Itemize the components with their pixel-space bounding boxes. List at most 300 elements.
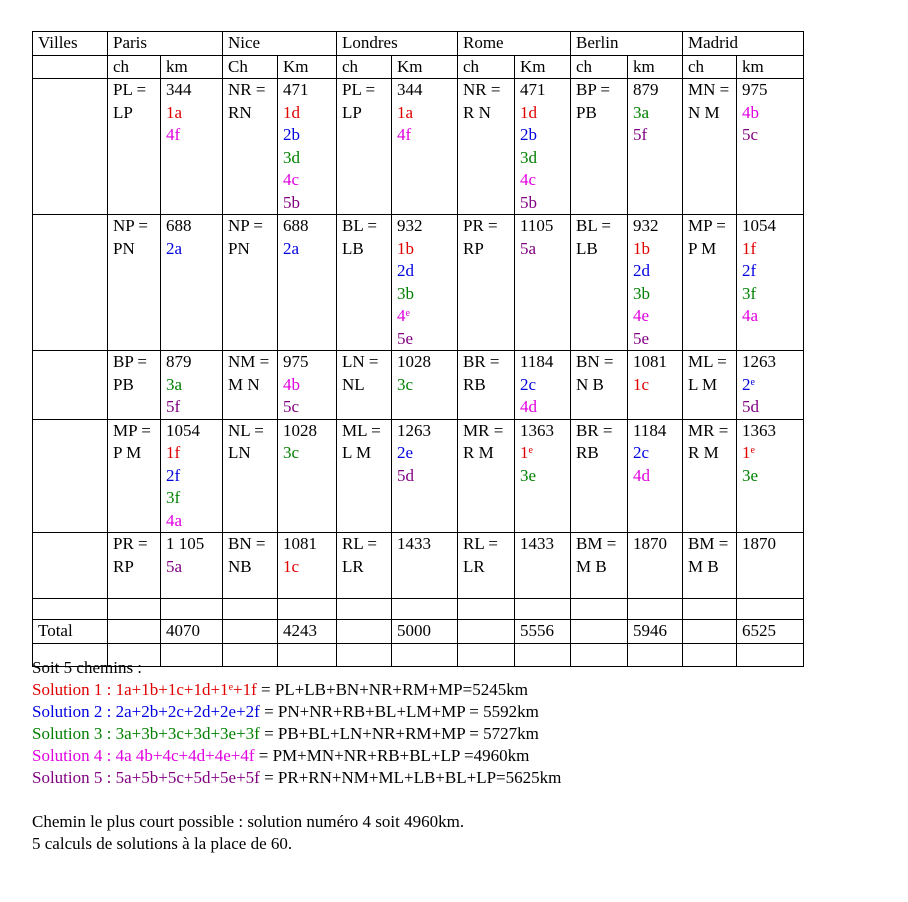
solution-line — [32, 723, 561, 745]
solution-tag-sup: e — [750, 445, 755, 456]
solution-tag-text: 2f — [166, 465, 181, 485]
solution-tag-sup: e — [750, 376, 755, 388]
solution-result: = PN+NR+RB+BL+LM+MP = 5592km — [259, 702, 539, 721]
blank-cell — [392, 599, 458, 620]
km-value: 932 — [397, 216, 423, 235]
solution-formula — [32, 768, 260, 787]
route-cell: NP = PN — [223, 215, 278, 351]
km-cell — [737, 533, 804, 599]
blank-cell — [108, 599, 161, 620]
route-cell: LN = NL — [337, 351, 392, 420]
blank-cell — [33, 599, 108, 620]
route-cell: ML = L M — [337, 419, 392, 533]
km-cell — [737, 215, 804, 351]
solution-tag — [283, 147, 336, 170]
solution-tag — [742, 124, 803, 147]
solution-tag-text: 4a — [166, 510, 183, 530]
solution-tag-text: 5d — [742, 397, 759, 416]
total-value: 4070 — [161, 620, 223, 644]
solution-tag-text: 5e — [633, 328, 650, 348]
header-row — [33, 32, 804, 56]
solution-tag-text: 1a — [397, 102, 414, 122]
km-value: 1081 — [283, 534, 317, 553]
blank-cell — [108, 620, 161, 644]
route-cell: RL = LR — [458, 533, 515, 599]
solution-tag — [283, 556, 336, 579]
km-value: 1870 — [742, 534, 776, 553]
solution-tag-text: 1a — [166, 102, 183, 122]
solution-tag-text: 1d — [520, 102, 537, 122]
total-value: 5946 — [628, 620, 683, 644]
solution-tag-text: 3d — [520, 147, 537, 167]
solution-tag-text: 4e — [633, 306, 650, 325]
solution-tag — [283, 102, 336, 125]
route-cell: PR = RP — [108, 533, 161, 599]
blank-cell — [628, 644, 683, 667]
km-value: 1081 — [633, 352, 667, 371]
solution-tag-text: 3a — [633, 102, 650, 122]
route-cell: BN = NB — [223, 533, 278, 599]
total-row — [33, 620, 804, 644]
solution-tag-text: 5a — [520, 238, 537, 258]
blank-cell — [33, 351, 108, 420]
solution-tag — [283, 374, 336, 397]
km-value: 1184 — [520, 352, 554, 371]
blank-cell — [278, 599, 337, 620]
km-value: 688 — [166, 216, 192, 235]
km-cell — [392, 533, 458, 599]
solution-tag — [742, 305, 803, 328]
solution-tag-text: 4f — [166, 125, 181, 144]
table-row — [33, 215, 804, 351]
solution-tag-text: 4d — [520, 397, 537, 416]
solution-tag — [742, 283, 803, 306]
solution-tag — [397, 374, 457, 397]
solution-tag — [397, 442, 457, 465]
solution-line — [32, 679, 561, 701]
solution-tag-text: 3c — [397, 374, 414, 394]
km-cell — [161, 533, 223, 599]
solution-tag-text: 5b — [520, 192, 537, 212]
route-cell: MR = R M — [458, 419, 515, 533]
route-cell: NR = RN — [223, 79, 278, 215]
solution-tag — [520, 396, 570, 419]
solution-terms: 5a+5b+5c+5d+5e+5f — [115, 768, 260, 787]
solution-tag — [633, 465, 682, 488]
solution-tag-text: 1d — [283, 102, 300, 122]
distance-table — [32, 31, 804, 667]
solution-tag-text: 1f — [166, 443, 181, 462]
km-cell — [737, 79, 804, 215]
blank-cell — [683, 644, 737, 667]
city-header: Paris — [108, 32, 223, 56]
km-cell — [161, 419, 223, 533]
solution-tag — [520, 124, 570, 147]
solution-tag-text: 2c — [520, 374, 537, 394]
route-cell: BM = M B — [683, 533, 737, 599]
route-cell: NP = PN — [108, 215, 161, 351]
solution-label: Solution 4 : — [32, 746, 116, 765]
solution-label: Solution 1 : — [32, 680, 116, 699]
solution-tag — [520, 374, 570, 397]
km-value: 688 — [283, 216, 309, 235]
solution-tag-text: 5a — [166, 556, 183, 576]
km-cell — [515, 419, 571, 533]
blank-cell — [458, 620, 515, 644]
solution-tag-text: 5d — [397, 465, 414, 485]
solution-result: = PM+MN+NR+RB+BL+LP =4960km — [254, 746, 530, 765]
blank-cell — [337, 620, 392, 644]
solution-tag — [166, 374, 222, 397]
solution-tag — [520, 169, 570, 192]
solution-tag-text: 2e — [397, 443, 414, 462]
solution-tag-text: 4b — [283, 374, 300, 394]
solution-tag — [283, 396, 336, 419]
blank-cell — [571, 620, 628, 644]
blank-cell — [628, 599, 683, 620]
solution-tag — [166, 102, 222, 125]
blank-cell — [737, 599, 804, 620]
solution-tag — [397, 328, 457, 351]
solution-tag-text: 1 — [520, 443, 529, 462]
column-subheader: ch — [571, 55, 628, 79]
solution-tag-text: 4b — [742, 102, 759, 122]
blank-cell — [33, 533, 108, 599]
table-row — [33, 533, 804, 599]
solution-tag-text: 2d — [633, 261, 650, 280]
city-header: Berlin — [571, 32, 683, 56]
route-cell: NR = R N — [458, 79, 515, 215]
solution-tag — [397, 102, 457, 125]
solution-tag-sup: e — [405, 308, 410, 319]
solution-tag-text: 4d — [633, 465, 650, 485]
km-value: 879 — [166, 352, 192, 371]
km-cell — [161, 351, 223, 420]
km-cell — [628, 533, 683, 599]
route-cell: BM = M B — [571, 533, 628, 599]
solution-label: Solution 3 : — [32, 724, 116, 743]
city-header: Londres — [337, 32, 458, 56]
km-cell — [392, 215, 458, 351]
solution-tag — [742, 102, 803, 125]
route-cell: ML = L M — [683, 351, 737, 420]
calcs-text: 5 calculs de solutions à la place de 60. — [32, 834, 293, 853]
route-cell: PR = RP — [458, 215, 515, 351]
column-subheader: Km — [515, 55, 571, 79]
solution-terms: 3a+3b+3c+3d+3e+3f — [115, 724, 260, 743]
solution-tag-text: 3b — [397, 283, 414, 303]
blank-cell — [683, 599, 737, 620]
solution-tag-text: 3e — [742, 465, 759, 485]
km-value: 1433 — [397, 534, 431, 553]
solution-tag — [397, 465, 457, 488]
blank-cell — [337, 599, 392, 620]
route-cell: MR = R M — [683, 419, 737, 533]
solution-tag — [520, 465, 570, 488]
total-value: 6525 — [737, 620, 804, 644]
km-value: 932 — [633, 216, 659, 235]
km-cell — [515, 351, 571, 420]
blank-cell — [571, 599, 628, 620]
blank-cell — [33, 55, 108, 79]
blank-cell — [33, 79, 108, 215]
km-cell — [278, 351, 337, 420]
solution-tag — [742, 374, 803, 397]
solution-tag-text: 2d — [397, 261, 414, 280]
column-subheader: Km — [392, 55, 458, 79]
blank-cell — [737, 644, 804, 667]
solution-tag — [742, 465, 803, 488]
route-cell: NL = LN — [223, 419, 278, 533]
solution-tag-text: 3c — [283, 443, 300, 462]
km-value: 1363 — [742, 420, 776, 440]
km-cell — [628, 419, 683, 533]
table-row — [33, 79, 804, 215]
solution-tag — [166, 238, 222, 261]
km-value: 1028 — [283, 420, 317, 440]
column-subheader: ch — [683, 55, 737, 79]
km-cell — [392, 79, 458, 215]
solution-tag-sup: e — [528, 445, 533, 456]
table-row — [33, 351, 804, 420]
solution-tag — [283, 238, 336, 261]
empty-row — [33, 599, 804, 620]
solution-tag — [166, 510, 222, 533]
km-cell — [392, 351, 458, 420]
solution-result: = PB+BL+LN+NR+RM+MP = 5727km — [259, 724, 539, 743]
solution-tag-text: 3d — [283, 147, 300, 167]
solution-tag — [283, 442, 336, 465]
km-cell — [161, 215, 223, 351]
solution-tag-text: 2b — [520, 125, 537, 144]
column-subheader: km — [628, 55, 683, 79]
km-value: 1433 — [520, 534, 554, 553]
km-cell — [278, 419, 337, 533]
solution-formula — [32, 702, 260, 721]
solution-line — [32, 745, 561, 767]
km-value: 975 — [742, 80, 768, 99]
solution-tag — [520, 442, 570, 465]
blank-cell — [223, 620, 278, 644]
column-subheader: km — [161, 55, 223, 79]
km-cell — [278, 79, 337, 215]
solution-tag — [166, 396, 222, 419]
km-value: 1 105 — [166, 534, 205, 553]
route-cell: RL = LR — [337, 533, 392, 599]
solution-tag — [520, 192, 570, 215]
solution-tag — [283, 169, 336, 192]
km-value: 344 — [166, 80, 192, 99]
km-cell — [392, 419, 458, 533]
route-cell: MN = N M — [683, 79, 737, 215]
solution-terms: 4a 4b+4c+4d+4e+4f — [115, 746, 255, 765]
km-value: 471 — [520, 80, 546, 99]
blank-cell — [515, 599, 571, 620]
solution-tag — [397, 260, 457, 283]
solution-tag-text: 5c — [742, 125, 759, 144]
route-cell: BP = PB — [108, 351, 161, 420]
solution-line — [32, 701, 561, 723]
route-cell: BL = LB — [571, 215, 628, 351]
solution-tag-text: 4c — [283, 170, 300, 189]
route-cell: MP = P M — [108, 419, 161, 533]
solution-formula — [32, 746, 255, 765]
route-cell: BP = PB — [571, 79, 628, 215]
conclusion-text: Chemin le plus court possible : solution numéro 4 soit 4960km. — [32, 812, 465, 831]
solution-terms-end: +1f — [233, 680, 257, 699]
km-value: 1105 — [520, 216, 554, 235]
solution-tag — [397, 283, 457, 306]
km-cell — [628, 215, 683, 351]
solution-tag-text: 2f — [742, 261, 757, 280]
km-value: 1363 — [520, 420, 554, 440]
solution-tag-text: 5c — [283, 397, 300, 416]
solution-tag-text: 5f — [166, 397, 181, 416]
city-header: Nice — [223, 32, 337, 56]
solution-tag-text: 5b — [283, 192, 300, 212]
solution-label: Solution 5 : — [32, 768, 116, 787]
solution-tag-text: 2a — [283, 238, 300, 258]
solution-tag — [633, 260, 682, 283]
solution-tag-text: 5f — [633, 125, 648, 144]
km-value: 879 — [633, 80, 659, 99]
solution-tag-text: 2c — [633, 443, 650, 462]
solution-tag-text: 1f — [742, 238, 757, 258]
table-row — [33, 419, 804, 533]
solution-line — [32, 767, 561, 789]
solution-tag-text: 4 — [397, 306, 406, 325]
solution-tag — [397, 124, 457, 147]
km-value: 1028 — [397, 352, 431, 371]
km-value: 471 — [283, 80, 309, 99]
solution-tag — [397, 305, 457, 328]
solution-tag-text: 3f — [166, 488, 181, 507]
solution-formula — [32, 724, 260, 743]
solution-tag — [166, 487, 222, 510]
solution-tag-text: 1c — [633, 374, 650, 394]
solution-tag-text: 3a — [166, 374, 183, 394]
blank-cell — [458, 599, 515, 620]
solution-tag-text: 3f — [742, 283, 757, 303]
route-cell: BL = LB — [337, 215, 392, 351]
solution-tag — [633, 238, 682, 261]
km-cell — [515, 533, 571, 599]
solution-tag — [520, 147, 570, 170]
blank-cell — [33, 215, 108, 351]
blank-cell — [683, 620, 737, 644]
km-cell — [278, 533, 337, 599]
solution-tag — [633, 283, 682, 306]
solution-tag-text: 3e — [520, 465, 537, 485]
km-value: 1054 — [742, 216, 776, 235]
solution-tag — [633, 124, 682, 147]
total-label: Total — [33, 620, 108, 644]
solution-tag — [166, 124, 222, 147]
column-subheader: Km — [278, 55, 337, 79]
solution-tag — [633, 374, 682, 397]
km-value: 1263 — [397, 420, 431, 440]
route-cell: BN = N B — [571, 351, 628, 420]
km-value: 1870 — [633, 534, 667, 553]
solution-tag-text: 2b — [283, 125, 300, 144]
solution-tag — [742, 396, 803, 419]
route-cell: BR = RB — [571, 419, 628, 533]
villes-header: Villes — [33, 32, 108, 56]
km-value: 975 — [283, 352, 309, 371]
solution-result: = PL+LB+BN+NR+RM+MP=5245km — [256, 680, 528, 699]
km-cell — [628, 351, 683, 420]
solution-tag-text: 1 — [742, 443, 751, 462]
solution-sup: e — [228, 682, 234, 693]
total-value: 5000 — [392, 620, 458, 644]
route-cell: BR = RB — [458, 351, 515, 420]
notes-intro: Soit 5 chemins : — [32, 658, 143, 677]
solution-tag-text: 1c — [283, 556, 300, 576]
solution-tag-text: 2a — [166, 238, 183, 258]
solution-tag — [166, 442, 222, 465]
blank-cell — [33, 419, 108, 533]
solution-tag — [633, 102, 682, 125]
solution-tag-text: 4f — [397, 125, 412, 144]
route-cell: MP = P M — [683, 215, 737, 351]
solution-tag — [283, 192, 336, 215]
km-cell — [278, 215, 337, 351]
column-subheader: km — [737, 55, 804, 79]
solution-result: = PR+RN+NM+ML+LB+BL+LP=5625km — [259, 768, 562, 787]
blank-cell — [161, 599, 223, 620]
solution-tag — [742, 442, 803, 465]
blank-cell — [223, 599, 278, 620]
solution-tag — [520, 238, 570, 261]
solution-tag — [520, 102, 570, 125]
total-value: 4243 — [278, 620, 337, 644]
km-cell — [161, 79, 223, 215]
km-value: 1263 — [742, 352, 776, 371]
km-cell — [515, 215, 571, 351]
solution-label: Solution 2 : — [32, 702, 116, 721]
solution-tag-text: 4a — [742, 306, 759, 325]
solution-formula — [32, 680, 257, 699]
solution-tag — [283, 124, 336, 147]
solution-tag — [633, 305, 682, 328]
column-subheader: ch — [458, 55, 515, 79]
solution-terms: 2a+2b+2c+2d+2e+2f — [115, 702, 260, 721]
solution-tag-text: 5e — [397, 328, 414, 348]
route-cell: PL = LP — [337, 79, 392, 215]
km-cell — [515, 79, 571, 215]
km-cell — [628, 79, 683, 215]
blank-cell — [571, 644, 628, 667]
solution-terms: 1a+1b+1c+1d+1 — [115, 680, 229, 699]
solution-tag — [742, 260, 803, 283]
km-value: 1054 — [166, 420, 200, 440]
km-value: 344 — [397, 80, 423, 99]
solution-tag-text: 1b — [397, 238, 414, 258]
solution-tag — [633, 442, 682, 465]
solution-tag — [166, 465, 222, 488]
column-subheader: Ch — [223, 55, 278, 79]
total-value: 5556 — [515, 620, 571, 644]
solution-tag-text: 3b — [633, 283, 650, 303]
column-subheader: ch — [337, 55, 392, 79]
km-cell — [737, 351, 804, 420]
solution-tag — [166, 556, 222, 579]
km-cell — [737, 419, 804, 533]
solution-tag-text: 1b — [633, 238, 650, 258]
route-cell: PL = LP — [108, 79, 161, 215]
solution-tag — [633, 328, 682, 351]
city-header: Madrid — [683, 32, 804, 56]
